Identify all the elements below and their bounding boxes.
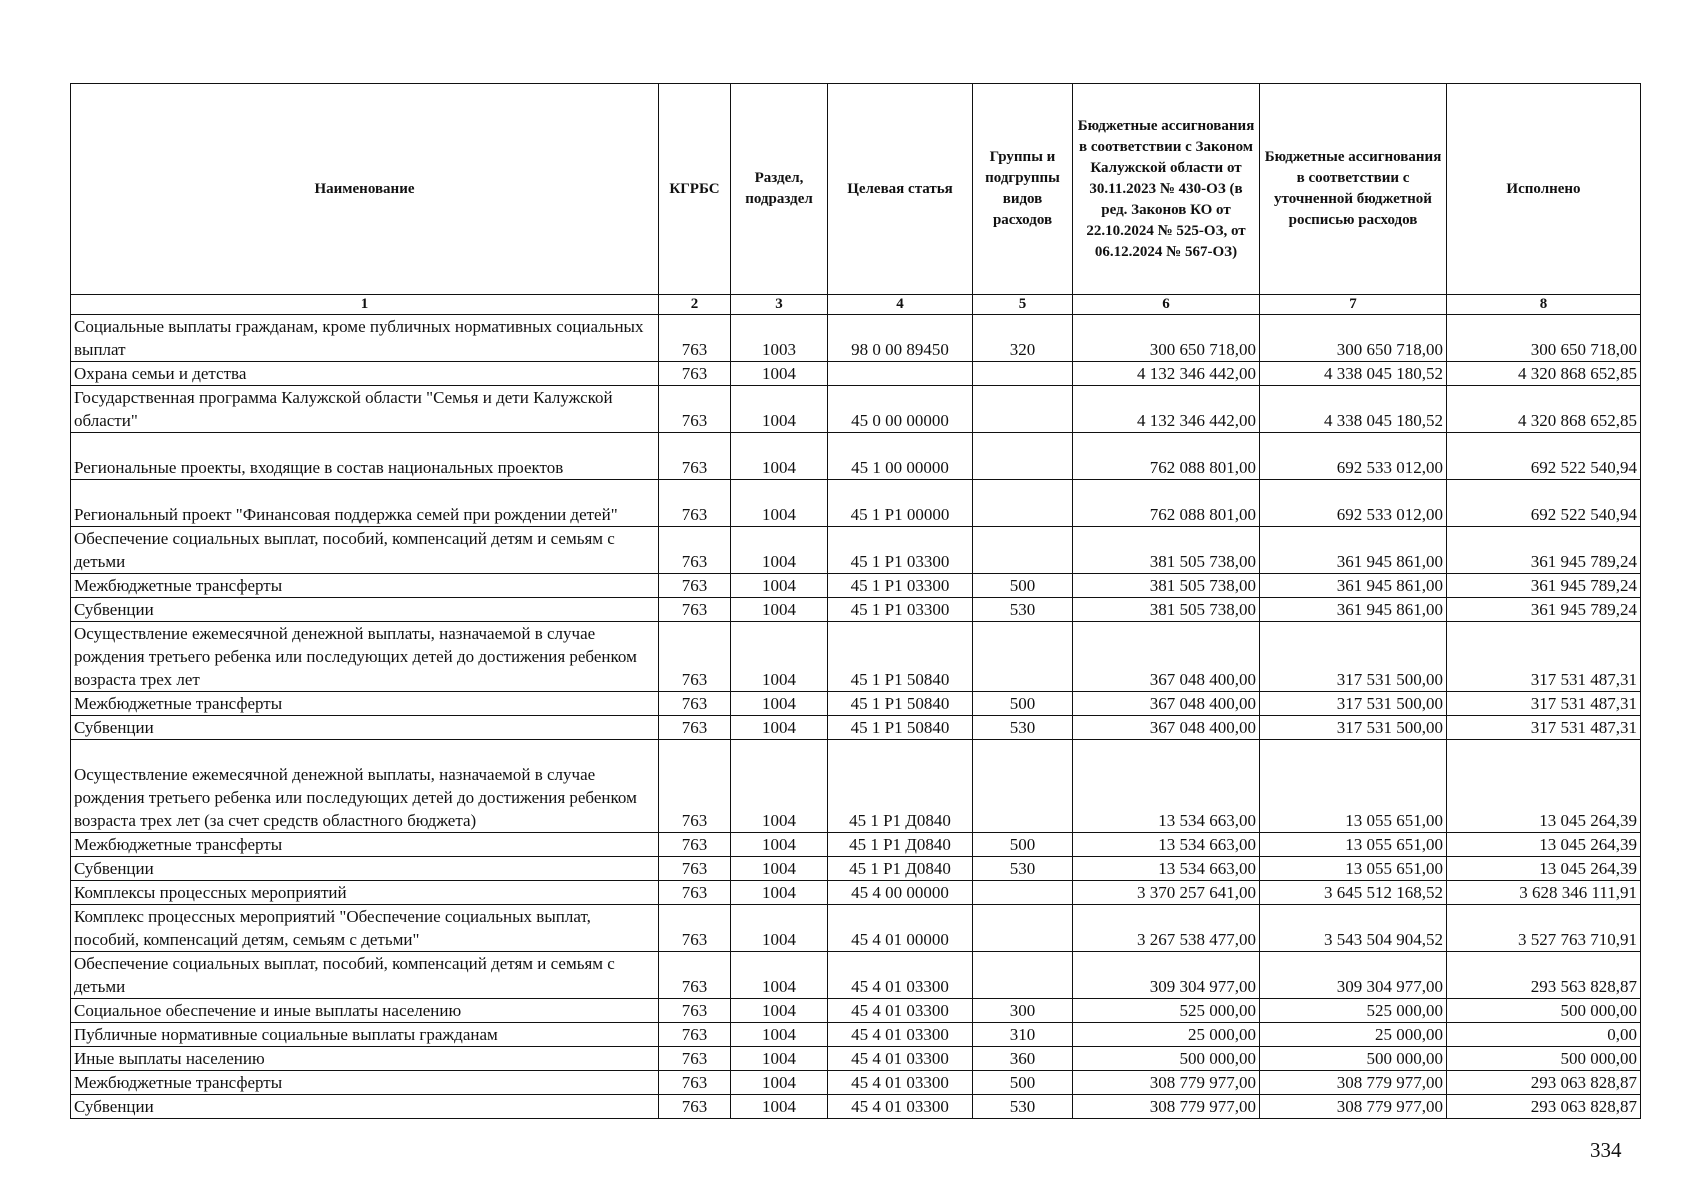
row-target-article-cell: 45 1 P1 03300 [828, 574, 973, 598]
row-target-article-cell: 45 4 01 03300 [828, 1047, 973, 1071]
row-kgrbs-cell: 763 [659, 433, 731, 480]
column-number: 3 [731, 295, 828, 315]
table-row [71, 1095, 1641, 1119]
row-name-cell: Региональные проекты, входящие в состав национальных проектов [71, 433, 659, 480]
header-expense-groups: Группы и подгруппы видов расходов [973, 84, 1073, 295]
row-target-article-cell: 98 0 00 89450 [828, 315, 973, 362]
row-target-article-cell: 45 0 00 00000 [828, 386, 973, 433]
row-law-amount-cell: 25 000,00 [1073, 1023, 1260, 1047]
row-refined-amount-cell: 308 779 977,00 [1260, 1095, 1447, 1119]
row-name-cell: Социальные выплаты гражданам, кроме публичных нормативных социальных выплат [71, 315, 659, 362]
row-name-cell: Субвенции [71, 598, 659, 622]
row-target-article-cell: 45 4 00 00000 [828, 881, 973, 905]
row-refined-amount-cell: 317 531 500,00 [1260, 716, 1447, 740]
row-kgrbs-cell: 763 [659, 527, 731, 574]
row-executed-amount-cell: 317 531 487,31 [1447, 716, 1641, 740]
row-executed-amount-cell: 317 531 487,31 [1447, 622, 1641, 692]
row-section-cell: 1004 [731, 433, 828, 480]
row-expense-group-cell [973, 433, 1073, 480]
table-row [71, 574, 1641, 598]
row-law-amount-cell: 309 304 977,00 [1073, 952, 1260, 999]
row-law-amount-cell: 381 505 738,00 [1073, 527, 1260, 574]
row-executed-amount-cell: 13 045 264,39 [1447, 857, 1641, 881]
row-section-cell: 1004 [731, 833, 828, 857]
row-kgrbs-cell: 763 [659, 833, 731, 857]
row-expense-group-cell [973, 881, 1073, 905]
row-kgrbs-cell: 763 [659, 1071, 731, 1095]
header-row [71, 84, 1641, 295]
row-target-article-cell: 45 1 P1 Д0840 [828, 833, 973, 857]
row-refined-amount-cell: 25 000,00 [1260, 1023, 1447, 1047]
row-executed-amount-cell: 500 000,00 [1447, 999, 1641, 1023]
row-executed-amount-cell: 293 563 828,87 [1447, 952, 1641, 999]
row-expense-group-cell: 500 [973, 692, 1073, 716]
row-section-cell: 1004 [731, 1071, 828, 1095]
row-target-article-cell: 45 1 P1 03300 [828, 527, 973, 574]
table-row [71, 952, 1641, 999]
row-name-cell: Субвенции [71, 716, 659, 740]
row-kgrbs-cell: 763 [659, 622, 731, 692]
row-law-amount-cell: 4 132 346 442,00 [1073, 362, 1260, 386]
row-executed-amount-cell: 3 527 763 710,91 [1447, 905, 1641, 952]
row-kgrbs-cell: 763 [659, 857, 731, 881]
row-refined-amount-cell: 525 000,00 [1260, 999, 1447, 1023]
row-expense-group-cell [973, 952, 1073, 999]
row-law-amount-cell: 381 505 738,00 [1073, 598, 1260, 622]
row-kgrbs-cell: 763 [659, 740, 731, 833]
row-refined-amount-cell: 692 533 012,00 [1260, 433, 1447, 480]
row-kgrbs-cell: 763 [659, 1047, 731, 1071]
row-name-cell: Иные выплаты населению [71, 1047, 659, 1071]
row-executed-amount-cell: 293 063 828,87 [1447, 1095, 1641, 1119]
row-target-article-cell: 45 1 P1 Д0840 [828, 740, 973, 833]
row-law-amount-cell: 367 048 400,00 [1073, 716, 1260, 740]
row-kgrbs-cell: 763 [659, 1095, 731, 1119]
row-expense-group-cell: 310 [973, 1023, 1073, 1047]
row-section-cell: 1004 [731, 857, 828, 881]
row-refined-amount-cell: 4 338 045 180,52 [1260, 362, 1447, 386]
row-target-article-cell: 45 1 P1 00000 [828, 480, 973, 527]
row-kgrbs-cell: 763 [659, 362, 731, 386]
row-expense-group-cell: 500 [973, 1071, 1073, 1095]
header-target-article: Целевая статья [828, 84, 973, 295]
header-law-allocations: Бюджетные ассигнования в соответствии с Законом Калужской области от 30.11.2023 № 430-ОЗ (в ред. Законов КО от 22.10.2024 № 525-ОЗ, от 06.12.2024 № 567-ОЗ) [1073, 84, 1260, 295]
row-expense-group-cell: 500 [973, 833, 1073, 857]
row-section-cell: 1004 [731, 480, 828, 527]
row-refined-amount-cell: 500 000,00 [1260, 1047, 1447, 1071]
row-law-amount-cell: 3 370 257 641,00 [1073, 881, 1260, 905]
row-expense-group-cell: 530 [973, 857, 1073, 881]
row-name-cell: Государственная программа Калужской области "Семья и дети Калужской области" [71, 386, 659, 433]
row-law-amount-cell: 13 534 663,00 [1073, 857, 1260, 881]
row-target-article-cell: 45 4 01 03300 [828, 999, 973, 1023]
table-row [71, 362, 1641, 386]
row-refined-amount-cell: 3 645 512 168,52 [1260, 881, 1447, 905]
row-refined-amount-cell: 13 055 651,00 [1260, 833, 1447, 857]
row-name-cell: Комплексы процессных мероприятий [71, 881, 659, 905]
column-number: 2 [659, 295, 731, 315]
row-section-cell: 1004 [731, 716, 828, 740]
row-target-article-cell: 45 4 01 03300 [828, 1095, 973, 1119]
row-section-cell: 1004 [731, 574, 828, 598]
row-refined-amount-cell: 13 055 651,00 [1260, 740, 1447, 833]
row-kgrbs-cell: 763 [659, 480, 731, 527]
row-expense-group-cell [973, 362, 1073, 386]
header-executed: Исполнено [1447, 84, 1641, 295]
row-kgrbs-cell: 763 [659, 999, 731, 1023]
row-law-amount-cell: 500 000,00 [1073, 1047, 1260, 1071]
row-section-cell: 1004 [731, 622, 828, 692]
row-law-amount-cell: 381 505 738,00 [1073, 574, 1260, 598]
table-row [71, 315, 1641, 362]
row-executed-amount-cell: 293 063 828,87 [1447, 1071, 1641, 1095]
row-refined-amount-cell: 13 055 651,00 [1260, 857, 1447, 881]
header-kgrbs: КГРБС [659, 84, 731, 295]
row-target-article-cell: 45 4 01 00000 [828, 905, 973, 952]
table-row [71, 480, 1641, 527]
row-expense-group-cell [973, 527, 1073, 574]
row-executed-amount-cell: 500 000,00 [1447, 1047, 1641, 1071]
row-target-article-cell [828, 362, 973, 386]
row-name-cell: Публичные нормативные социальные выплаты гражданам [71, 1023, 659, 1047]
column-number: 7 [1260, 295, 1447, 315]
row-refined-amount-cell: 3 543 504 904,52 [1260, 905, 1447, 952]
row-kgrbs-cell: 763 [659, 952, 731, 999]
page-number: 334 [1590, 1138, 1622, 1162]
column-number: 4 [828, 295, 973, 315]
row-refined-amount-cell: 4 338 045 180,52 [1260, 386, 1447, 433]
row-executed-amount-cell: 361 945 789,24 [1447, 598, 1641, 622]
row-kgrbs-cell: 763 [659, 386, 731, 433]
row-law-amount-cell: 4 132 346 442,00 [1073, 386, 1260, 433]
row-name-cell: Межбюджетные трансферты [71, 692, 659, 716]
table-row [71, 386, 1641, 433]
table-row [71, 905, 1641, 952]
header-refined-allocations: Бюджетные ассигнования в соответствии с уточненной бюджетной росписью расходов [1260, 84, 1447, 295]
row-section-cell: 1004 [731, 1095, 828, 1119]
row-name-cell: Субвенции [71, 857, 659, 881]
row-expense-group-cell: 530 [973, 598, 1073, 622]
row-law-amount-cell: 367 048 400,00 [1073, 622, 1260, 692]
table-row [71, 999, 1641, 1023]
row-expense-group-cell: 300 [973, 999, 1073, 1023]
row-refined-amount-cell: 308 779 977,00 [1260, 1071, 1447, 1095]
row-law-amount-cell: 300 650 718,00 [1073, 315, 1260, 362]
table-row [71, 433, 1641, 480]
row-name-cell: Осуществление ежемесячной денежной выплаты, назначаемой в случае рождения третьего ребенка или последующих детей до достижения ребенком возраста трех лет (за счет средств областного бюджета) [71, 740, 659, 833]
column-number: 8 [1447, 295, 1641, 315]
row-executed-amount-cell: 4 320 868 652,85 [1447, 362, 1641, 386]
row-executed-amount-cell: 317 531 487,31 [1447, 692, 1641, 716]
row-target-article-cell: 45 4 01 03300 [828, 1071, 973, 1095]
row-section-cell: 1004 [731, 527, 828, 574]
row-refined-amount-cell: 309 304 977,00 [1260, 952, 1447, 999]
row-refined-amount-cell: 317 531 500,00 [1260, 692, 1447, 716]
row-kgrbs-cell: 763 [659, 574, 731, 598]
table-row [71, 881, 1641, 905]
row-section-cell: 1004 [731, 905, 828, 952]
table-body [71, 315, 1641, 1119]
row-target-article-cell: 45 1 P1 Д0840 [828, 857, 973, 881]
row-expense-group-cell: 500 [973, 574, 1073, 598]
row-name-cell: Межбюджетные трансферты [71, 1071, 659, 1095]
row-name-cell: Комплекс процессных мероприятий "Обеспечение социальных выплат, пособий, компенсаций детям, семьям с детьми" [71, 905, 659, 952]
row-expense-group-cell [973, 905, 1073, 952]
row-law-amount-cell: 762 088 801,00 [1073, 480, 1260, 527]
row-target-article-cell: 45 1 P1 03300 [828, 598, 973, 622]
row-law-amount-cell: 525 000,00 [1073, 999, 1260, 1023]
row-refined-amount-cell: 300 650 718,00 [1260, 315, 1447, 362]
row-law-amount-cell: 13 534 663,00 [1073, 740, 1260, 833]
row-law-amount-cell: 762 088 801,00 [1073, 433, 1260, 480]
row-expense-group-cell [973, 386, 1073, 433]
row-section-cell: 1004 [731, 692, 828, 716]
row-kgrbs-cell: 763 [659, 598, 731, 622]
table-row [71, 1023, 1641, 1047]
row-kgrbs-cell: 763 [659, 716, 731, 740]
table-row [71, 857, 1641, 881]
row-section-cell: 1003 [731, 315, 828, 362]
row-kgrbs-cell: 763 [659, 692, 731, 716]
table-row [71, 527, 1641, 574]
row-expense-group-cell: 530 [973, 716, 1073, 740]
row-law-amount-cell: 308 779 977,00 [1073, 1095, 1260, 1119]
row-law-amount-cell: 13 534 663,00 [1073, 833, 1260, 857]
table-row [71, 716, 1641, 740]
row-executed-amount-cell: 692 522 540,94 [1447, 480, 1641, 527]
row-name-cell: Социальное обеспечение и иные выплаты населению [71, 999, 659, 1023]
table-row [71, 740, 1641, 833]
row-name-cell: Межбюджетные трансферты [71, 833, 659, 857]
row-section-cell: 1004 [731, 881, 828, 905]
row-section-cell: 1004 [731, 1023, 828, 1047]
column-number: 5 [973, 295, 1073, 315]
row-name-cell: Межбюджетные трансферты [71, 574, 659, 598]
row-refined-amount-cell: 361 945 861,00 [1260, 598, 1447, 622]
row-section-cell: 1004 [731, 362, 828, 386]
row-name-cell: Обеспечение социальных выплат, пособий, компенсаций детям и семьям с детьми [71, 527, 659, 574]
row-section-cell: 1004 [731, 1047, 828, 1071]
header-name: Наименование [71, 84, 659, 295]
row-executed-amount-cell: 13 045 264,39 [1447, 833, 1641, 857]
row-target-article-cell: 45 4 01 03300 [828, 952, 973, 999]
row-executed-amount-cell: 692 522 540,94 [1447, 433, 1641, 480]
budget-sheet [70, 83, 1640, 1119]
table-row [71, 1071, 1641, 1095]
row-refined-amount-cell: 692 533 012,00 [1260, 480, 1447, 527]
row-section-cell: 1004 [731, 740, 828, 833]
row-section-cell: 1004 [731, 386, 828, 433]
row-name-cell: Субвенции [71, 1095, 659, 1119]
row-kgrbs-cell: 763 [659, 881, 731, 905]
row-name-cell: Осуществление ежемесячной денежной выплаты, назначаемой в случае рождения третьего ребенка или последующих детей до достижения ребенком возраста трех лет [71, 622, 659, 692]
row-target-article-cell: 45 1 P1 50840 [828, 716, 973, 740]
row-law-amount-cell: 3 267 538 477,00 [1073, 905, 1260, 952]
row-refined-amount-cell: 361 945 861,00 [1260, 527, 1447, 574]
row-kgrbs-cell: 763 [659, 315, 731, 362]
row-target-article-cell: 45 1 00 00000 [828, 433, 973, 480]
row-refined-amount-cell: 317 531 500,00 [1260, 622, 1447, 692]
row-expense-group-cell: 360 [973, 1047, 1073, 1071]
row-name-cell: Региональный проект "Финансовая поддержка семей при рождении детей" [71, 480, 659, 527]
column-number-row [71, 295, 1641, 315]
row-name-cell: Охрана семьи и детства [71, 362, 659, 386]
row-section-cell: 1004 [731, 952, 828, 999]
row-target-article-cell: 45 4 01 03300 [828, 1023, 973, 1047]
column-number: 6 [1073, 295, 1260, 315]
row-target-article-cell: 45 1 P1 50840 [828, 622, 973, 692]
table-row [71, 622, 1641, 692]
table-row [71, 833, 1641, 857]
table-row [71, 692, 1641, 716]
row-law-amount-cell: 308 779 977,00 [1073, 1071, 1260, 1095]
row-refined-amount-cell: 361 945 861,00 [1260, 574, 1447, 598]
row-executed-amount-cell: 4 320 868 652,85 [1447, 386, 1641, 433]
row-executed-amount-cell: 361 945 789,24 [1447, 574, 1641, 598]
table-row [71, 1047, 1641, 1071]
row-executed-amount-cell: 13 045 264,39 [1447, 740, 1641, 833]
row-expense-group-cell [973, 622, 1073, 692]
row-section-cell: 1004 [731, 999, 828, 1023]
row-executed-amount-cell: 0,00 [1447, 1023, 1641, 1047]
row-name-cell: Обеспечение социальных выплат, пособий, компенсаций детям и семьям с детьми [71, 952, 659, 999]
table-row [71, 598, 1641, 622]
row-section-cell: 1004 [731, 598, 828, 622]
row-executed-amount-cell: 361 945 789,24 [1447, 527, 1641, 574]
row-expense-group-cell: 530 [973, 1095, 1073, 1119]
row-kgrbs-cell: 763 [659, 1023, 731, 1047]
row-expense-group-cell: 320 [973, 315, 1073, 362]
row-target-article-cell: 45 1 P1 50840 [828, 692, 973, 716]
budget-table [70, 83, 1641, 1119]
row-executed-amount-cell: 300 650 718,00 [1447, 315, 1641, 362]
row-executed-amount-cell: 3 628 346 111,91 [1447, 881, 1641, 905]
row-expense-group-cell [973, 740, 1073, 833]
row-expense-group-cell [973, 480, 1073, 527]
column-number: 1 [71, 295, 659, 315]
header-section: Раздел, подраздел [731, 84, 828, 295]
row-kgrbs-cell: 763 [659, 905, 731, 952]
row-law-amount-cell: 367 048 400,00 [1073, 692, 1260, 716]
